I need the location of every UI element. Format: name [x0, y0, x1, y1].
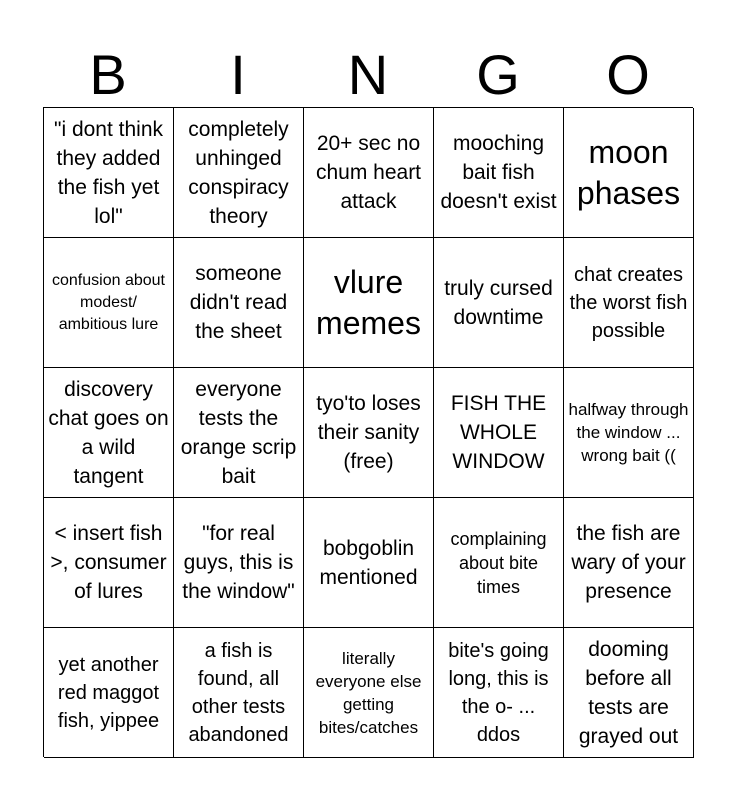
bingo-cell-r1-c3[interactable] [304, 108, 434, 238]
bingo-cell-r1-c5[interactable] [564, 108, 694, 238]
cell-text: truly cursed downtime [444, 276, 553, 329]
cell-text: tyo'to loses their sanity (free) [316, 392, 421, 473]
cell-text: moon phases [576, 133, 681, 211]
bingo-cell-r1-c4[interactable] [434, 108, 564, 238]
bingo-cell-r5-c5[interactable] [564, 628, 694, 758]
cell-text: someone didn't read the sheet [189, 262, 288, 343]
bingo-cell-r4-c2[interactable] [174, 498, 304, 628]
cell-text: "for real guys, this is the window" [182, 522, 295, 603]
bingo-cell-r4-c5[interactable] [564, 498, 694, 628]
bingo-header [43, 44, 693, 106]
bingo-cell-r2-c4[interactable] [434, 238, 564, 368]
bingo-cell-r3-c4[interactable] [434, 368, 564, 498]
cell-text: 20+ sec no chum heart attack [315, 132, 422, 213]
cell-text: confusion about modest/ ambitious lure [52, 271, 165, 333]
cell-text: halfway through the window ... wrong bait (( [568, 400, 689, 465]
cell-text: the fish are wary of your presence [571, 522, 686, 603]
cell-text: literally everyone else getting bites/catches [315, 648, 422, 737]
header-letter-b: B [89, 43, 127, 106]
cell-text: complaining about bite times [450, 528, 547, 597]
bingo-cell-r3-c2[interactable] [174, 368, 304, 498]
bingo-card-grid [43, 107, 693, 757]
bingo-cell-r3-c5[interactable] [564, 368, 694, 498]
bingo-cell-r2-c1[interactable] [44, 238, 174, 368]
cell-text: "i dont think they added the fish yet lol" [53, 117, 164, 228]
bingo-cell-r5-c3[interactable] [304, 628, 434, 758]
cell-text: a fish is found, all other tests abandoned [188, 639, 289, 746]
bingo-cell-r2-c5[interactable] [564, 238, 694, 368]
cell-text: dooming before all tests are grayed out [578, 637, 679, 748]
cell-text: < insert fish >, consumer of lures [50, 522, 167, 603]
header-letter-i: I [230, 43, 246, 106]
bingo-cell-r3-c3[interactable] [304, 368, 434, 498]
bingo-cell-r1-c1[interactable] [44, 108, 174, 238]
header-letter-o: O [606, 43, 650, 106]
cell-text: bite's going long, this is the o- ... ddos [448, 639, 549, 746]
cell-text: everyone tests the orange scrip bait [180, 377, 297, 488]
bingo-cell-r4-c3[interactable] [304, 498, 434, 628]
bingo-cell-r4-c1[interactable] [44, 498, 174, 628]
bingo-cell-r5-c2[interactable] [174, 628, 304, 758]
cell-text: completely unhinged conspiracy theory [188, 117, 289, 228]
bingo-cell-r2-c3[interactable] [304, 238, 434, 368]
cell-text: vlure memes [316, 263, 421, 341]
cell-text: chat creates the worst fish possible [569, 263, 688, 342]
header-letter-g: G [476, 43, 520, 106]
cell-text: mooching bait fish doesn't exist [440, 132, 557, 213]
bingo-cell-r3-c1[interactable] [44, 368, 174, 498]
bingo-cell-r1-c2[interactable] [174, 108, 304, 238]
cell-text: bobgoblin mentioned [319, 536, 418, 589]
bingo-cell-r5-c4[interactable] [434, 628, 564, 758]
bingo-cell-r2-c2[interactable] [174, 238, 304, 368]
header-letter-n: N [347, 43, 389, 106]
cell-text: discovery chat goes on a wild tangent [48, 377, 169, 488]
cell-text: yet another red maggot fish, yippee [57, 653, 160, 732]
cell-text: FISH THE WHOLE WINDOW [450, 392, 547, 473]
bingo-cell-r4-c4[interactable] [434, 498, 564, 628]
bingo-cell-r5-c1[interactable] [44, 628, 174, 758]
